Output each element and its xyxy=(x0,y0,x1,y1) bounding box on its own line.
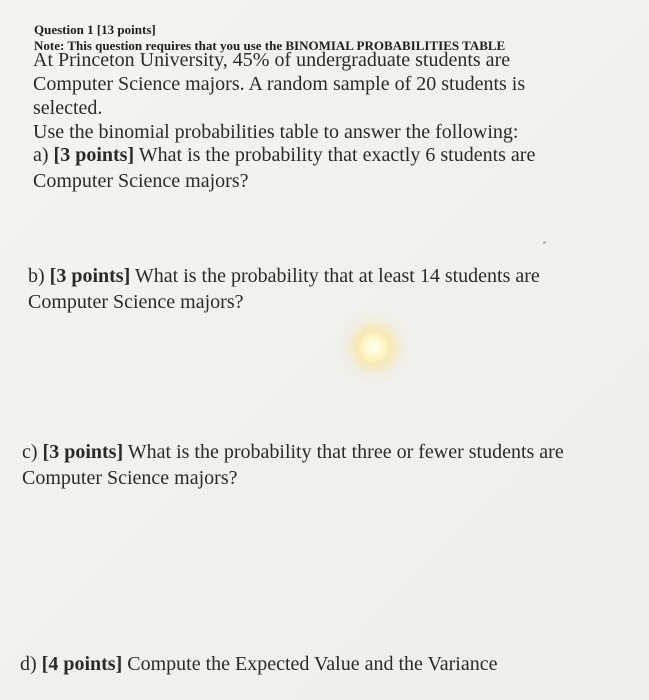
light-glare xyxy=(334,307,414,387)
question-b xyxy=(28,263,618,315)
question-b-text: What is the probability that at least 14 students are Computer Science majors? xyxy=(28,265,540,313)
question-a-points: [3 points] xyxy=(53,144,135,166)
question-b-prefix: b) xyxy=(28,265,45,287)
question-note: Note: This question requires that you use the BINOMIAL PROBABILITIES TABLE xyxy=(34,38,506,53)
dust-speck xyxy=(543,241,546,244)
question-c xyxy=(22,439,622,491)
question-d-text: Compute the Expected Value and the Variance xyxy=(127,653,498,675)
question-c-points: [3 points] xyxy=(42,441,124,463)
question-a-text: What is the probability that exactly 6 students are Computer Science majors? xyxy=(33,144,536,192)
instruction-text: Use the binomial probabilities table to answer the following: xyxy=(33,121,519,143)
question-b-points: [3 points] xyxy=(49,265,131,287)
question-c-text: What is the probability that three or fewer students are Computer Science majors? xyxy=(22,441,564,489)
question-d-prefix: d) xyxy=(20,653,37,675)
question-d xyxy=(20,651,620,677)
question-a-prefix: a) xyxy=(33,144,49,166)
question-d-points: [4 points] xyxy=(41,653,123,675)
question-c-prefix: c) xyxy=(22,441,38,463)
question-a xyxy=(33,142,603,194)
question-title: Question 1 [13 points] xyxy=(34,22,156,37)
problem-statement: At Princeton University, 45% of undergraduate students are Computer Science majors. A random sample of 20 students is selected. xyxy=(33,49,526,119)
